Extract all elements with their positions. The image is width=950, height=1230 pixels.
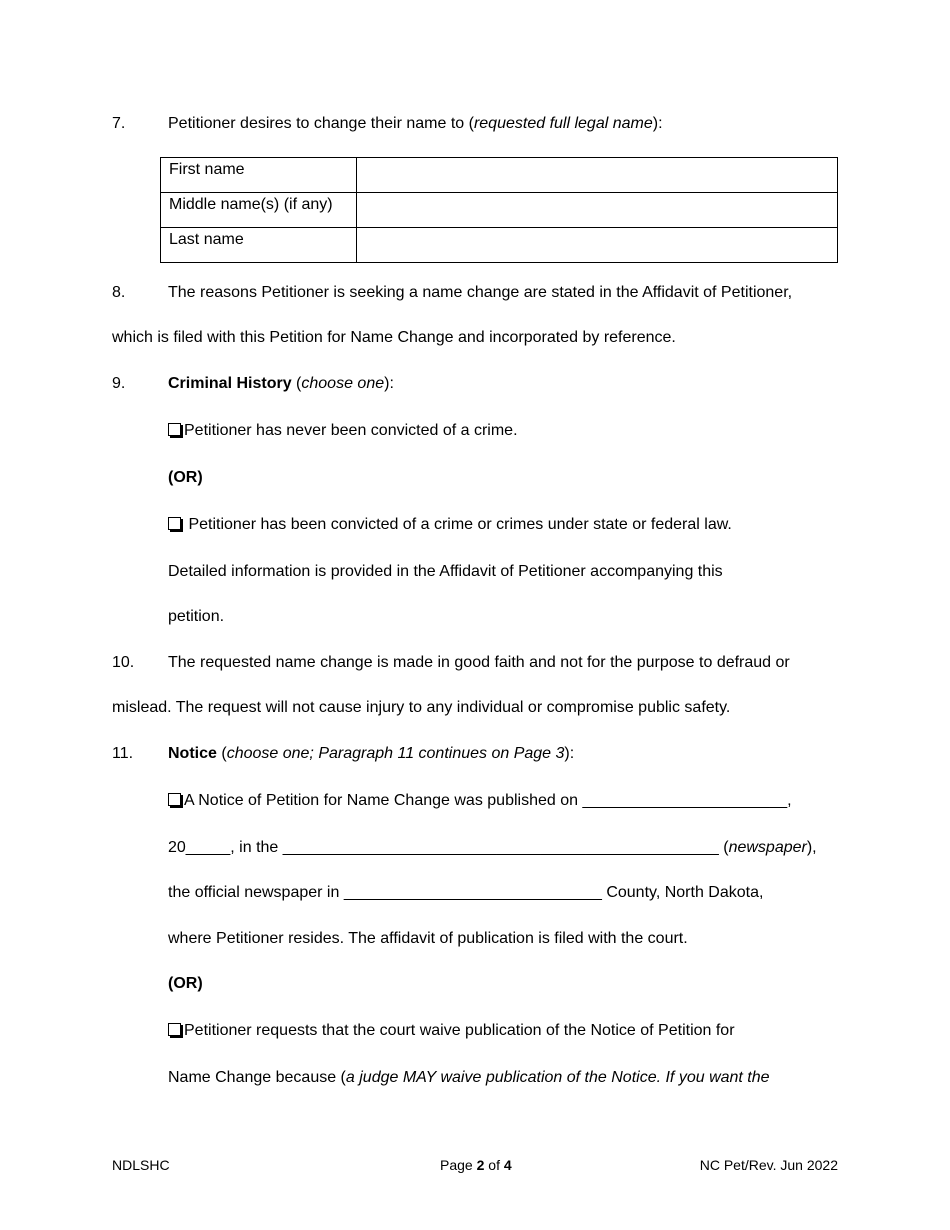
notice-option-waive-line-2: Name Change because (a judge MAY waive publication of the Notice. If you want the	[168, 1069, 770, 1086]
criminal-option-convicted-line-2: Detailed information is provided in the Affidavit of Petitioner accompanying this	[168, 563, 723, 580]
paragraph-11-heading: Notice (choose one; Paragraph 11 continues on Page 3):	[168, 745, 575, 762]
paragraph-text: Petitioner desires to change their name to (requested full legal name):	[168, 115, 663, 132]
first-name-field[interactable]	[357, 158, 838, 193]
requested-name-table	[160, 157, 838, 263]
paragraph-9-heading: Criminal History (choose one):	[168, 375, 394, 392]
table-row	[161, 158, 838, 193]
paragraph-9-number: 9.	[112, 375, 126, 392]
paragraph-10-number: 10.	[112, 654, 135, 671]
criminal-option-convicted[interactable]: Petitioner has been convicted of a crime or crimes under state or federal law.	[168, 515, 732, 535]
or-separator: (OR)	[168, 469, 203, 486]
middle-name-field[interactable]	[357, 193, 838, 228]
table-row	[161, 228, 838, 263]
criminal-option-never[interactable]: Petitioner has never been convicted of a crime.	[168, 421, 518, 441]
or-separator: (OR)	[168, 975, 203, 992]
criminal-option-convicted-line-3: petition.	[168, 608, 225, 625]
paragraph-10-line-2: mislead. The request will not cause injury to any individual or compromise public safety.	[112, 699, 731, 716]
notice-option-published-line-2: 20_____, in the _________________________________________________ (newspaper),	[168, 839, 817, 856]
checkbox-icon[interactable]	[168, 423, 181, 436]
checkbox-icon[interactable]	[168, 793, 181, 806]
checkbox-icon[interactable]	[168, 517, 181, 530]
notice-option-published-line-4: where Petitioner resides. The affidavit of publication is filed with the court.	[168, 930, 688, 947]
paragraph-number: 7.	[112, 115, 126, 132]
footer-left: NDLSHC	[112, 1157, 170, 1173]
paragraph-11-number: 11.	[112, 745, 134, 762]
paragraph-10-line-1: The requested name change is made in good faith and not for the purpose to defraud or	[168, 654, 790, 671]
notice-option-published-line-3: the official newspaper in _____________________________ County, North Dakota,	[168, 884, 764, 901]
checkbox-icon[interactable]	[168, 1023, 181, 1036]
table-row	[161, 193, 838, 228]
notice-option-waive[interactable]: Petitioner requests that the court waive publication of the Notice of Petition for	[168, 1021, 735, 1041]
last-name-field[interactable]	[357, 228, 838, 263]
footer-page-number: Page 2 of 4	[440, 1157, 512, 1173]
last-name-label: Last name	[161, 228, 357, 263]
paragraph-8-line-2: which is filed with this Petition for Name Change and incorporated by reference.	[112, 329, 676, 346]
notice-option-published[interactable]: A Notice of Petition for Name Change was published on _______________________,	[168, 791, 792, 811]
footer-right: NC Pet/Rev. Jun 2022	[699, 1157, 838, 1173]
first-name-label: First name	[161, 158, 357, 193]
paragraph-8-number: 8.	[112, 284, 126, 301]
middle-name-label: Middle name(s) (if any)	[161, 193, 357, 228]
paragraph-8-line-1: The reasons Petitioner is seeking a name change are stated in the Affidavit of Petitioner,	[168, 284, 793, 301]
